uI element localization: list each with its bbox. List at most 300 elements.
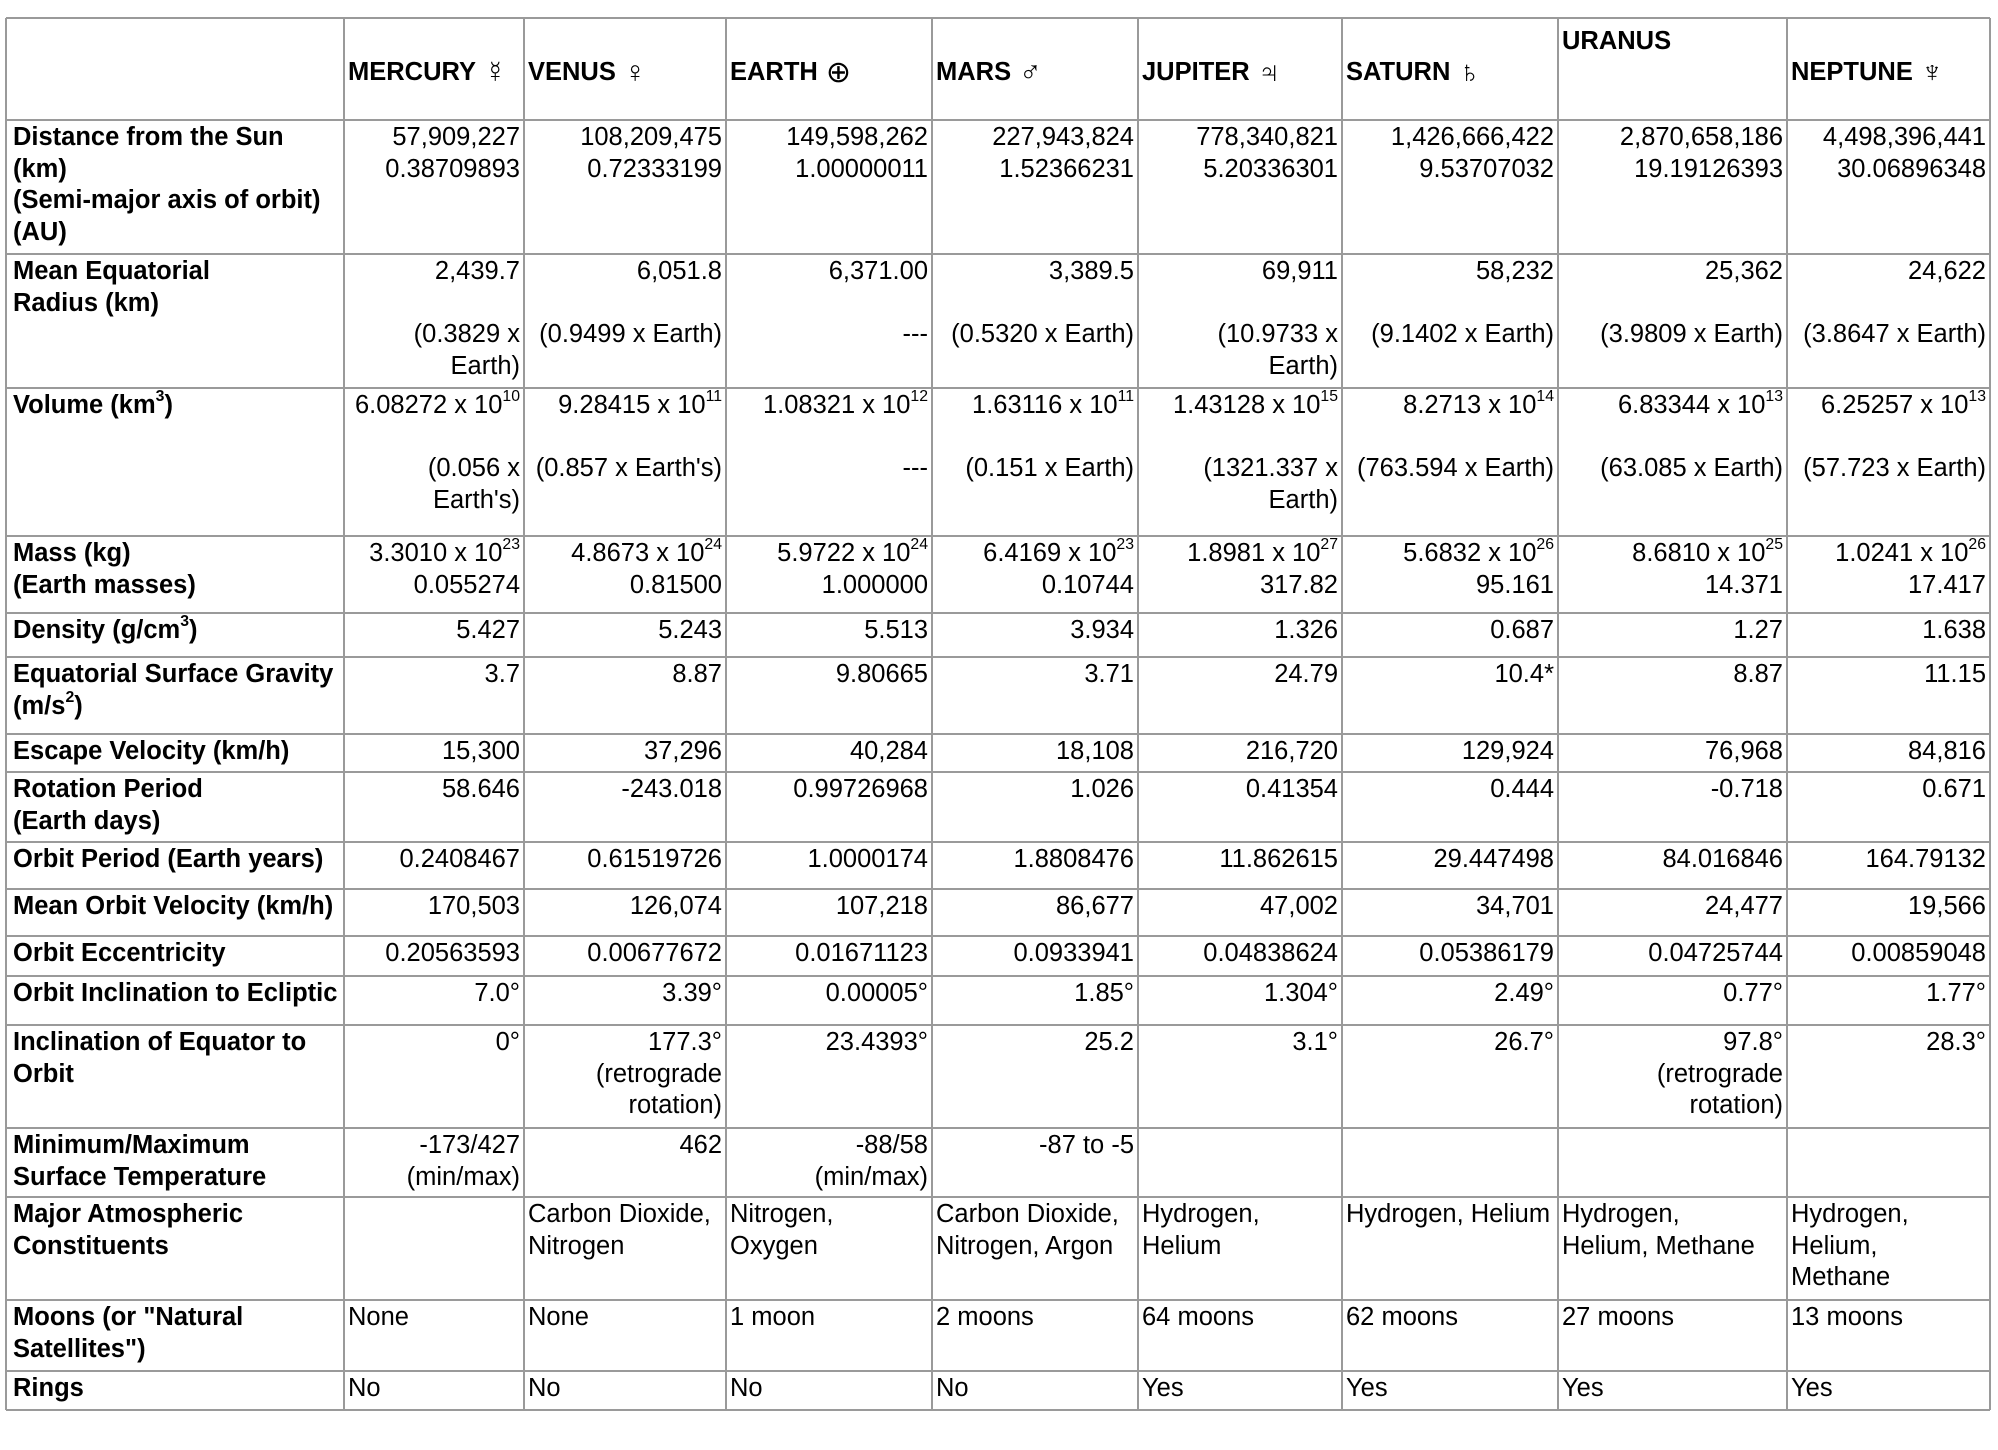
table-cell-mercury: [344, 388, 524, 536]
cell-value: 0.01671123: [795, 939, 928, 967]
table-cell-venus: [524, 976, 726, 1025]
table-cell-mercury: [344, 613, 524, 657]
table-cell-mars: [932, 1197, 1138, 1300]
cell-value: 3.3010 x $10^{23}$: [369, 536, 520, 567]
cell-value: 37,296: [644, 737, 722, 765]
cell-value: 6,371.00: [828, 257, 928, 285]
table-cell-venus: [524, 613, 726, 657]
cell-value: 6.4169 x $10^{23}$: [983, 536, 1134, 567]
cell-value: 0.81500: [629, 570, 722, 599]
cell-value: Carbon Dioxide,: [528, 1200, 711, 1228]
row-label-line: (Earth masses): [13, 570, 196, 599]
cell-value: 1.63116 x $10^{11}$: [972, 388, 1134, 419]
row-label: [6, 976, 344, 1025]
header-venus: [524, 18, 726, 120]
cell-value: -243.018: [621, 775, 722, 803]
cell-value: [1346, 422, 1554, 454]
table-cell-venus: [524, 1025, 726, 1128]
planet-name: URANUS: [1562, 27, 1672, 55]
table-cell-uranus: [1558, 613, 1787, 657]
cell-value: None: [348, 1303, 409, 1331]
row-label-line: (AU): [13, 217, 67, 246]
row-label-line: Mean Equatorial: [13, 257, 210, 285]
table-cell-uranus: [1558, 1025, 1787, 1128]
cell-value: Nitrogen, Argon: [936, 1231, 1114, 1260]
table-cell-uranus: [1558, 772, 1787, 842]
cell-value: 0.671: [1922, 775, 1986, 803]
cell-value: (3.9809 x Earth): [1600, 320, 1783, 348]
cell-value: 1.026: [1070, 775, 1134, 803]
planet-name: MERCURY: [348, 58, 476, 87]
cell-value: 3.71: [1084, 660, 1134, 688]
row-label-line: Orbit Period (Earth years): [13, 845, 324, 873]
header-uranus: [1558, 18, 1787, 120]
cell-value: 1 moon: [730, 1303, 816, 1331]
cell-value: Hydrogen, Helium: [1346, 1200, 1551, 1228]
cell-value: Nitrogen: [528, 1231, 625, 1260]
cell-value: 86,677: [1056, 892, 1134, 920]
row-label: [6, 613, 344, 657]
table-cell-mercury: [344, 1128, 524, 1197]
row-label-line: Constituents: [13, 1231, 169, 1260]
table-cell-mars: [932, 120, 1138, 254]
planet-symbol-icon: ⊕: [825, 56, 851, 90]
cell-value: 11.15: [1924, 660, 1986, 688]
cell-value: rotation): [1689, 1091, 1783, 1119]
row-label: [6, 1025, 344, 1128]
table-cell-mercury: [344, 254, 524, 388]
table-cell-mars: [932, 976, 1138, 1025]
table-cell-saturn: [1342, 1197, 1558, 1300]
cell-value: (763.594 x Earth): [1356, 454, 1554, 482]
cell-value: 3.39°: [662, 979, 722, 1007]
table-cell-uranus: [1558, 734, 1787, 772]
table-cell-saturn: [1342, 388, 1558, 536]
table-cell-jupiter: [1138, 1300, 1342, 1371]
cell-value: Hydrogen,: [1142, 1200, 1260, 1228]
cell-value: 10.4*: [1494, 660, 1554, 688]
cell-value: Nitrogen,: [730, 1200, 834, 1228]
table-cell-saturn: [1342, 1025, 1558, 1128]
table-cell-jupiter: [1138, 1128, 1342, 1197]
cell-value: 97.8°: [1723, 1028, 1783, 1056]
cell-value: -87 to -5: [1039, 1131, 1134, 1159]
row-label: [6, 1197, 344, 1300]
table-cell-venus: [524, 120, 726, 254]
cell-value: [936, 288, 1134, 320]
cell-value: -173/427: [419, 1131, 520, 1159]
cell-value: 84,816: [1908, 737, 1986, 765]
cell-value: 19.19126393: [1634, 154, 1783, 183]
cell-value: 1.27: [1733, 616, 1783, 644]
row-label-line: (Earth days): [13, 806, 161, 835]
cell-value: [348, 1199, 520, 1231]
cell-value: 1,426,666,422: [1390, 123, 1554, 151]
header-mercury: [344, 18, 524, 120]
table-cell-uranus: [1558, 536, 1787, 613]
table-cell-neptune: [1787, 1371, 1990, 1410]
cell-value: 27 moons: [1562, 1303, 1674, 1331]
cell-value: No: [528, 1374, 561, 1402]
cell-value: [1346, 1130, 1554, 1162]
cell-value: 11.862615: [1219, 845, 1338, 873]
table-cell-venus: [524, 772, 726, 842]
cell-value: 1.8981 x $10^{27}$: [1187, 536, 1338, 567]
table-cell-venus: [524, 936, 726, 976]
table-cell-neptune: [1787, 772, 1990, 842]
table-cell-venus: [524, 734, 726, 772]
cell-value: 5.20336301: [1203, 154, 1338, 183]
cell-value: (0.5320 x Earth): [951, 320, 1134, 348]
cell-value: [528, 288, 722, 320]
planet-name: MARS: [936, 58, 1012, 87]
cell-value: 26.7°: [1494, 1028, 1554, 1056]
row-label-line: Moons (or "Natural: [13, 1303, 244, 1331]
table-cell-earth: [726, 254, 932, 388]
table-cell-mars: [932, 1025, 1138, 1128]
table-cell-earth: [726, 1025, 932, 1128]
row-label-line: (Semi-major axis of orbit): [13, 186, 321, 214]
cell-value: [1562, 422, 1783, 454]
cell-value: 0.99726968: [793, 775, 928, 803]
cell-value: 3.7: [484, 660, 520, 688]
row-label: [6, 1300, 344, 1371]
table-cell-venus: [524, 1197, 726, 1300]
cell-value: 2 moons: [936, 1303, 1034, 1331]
row-label-line: Rotation Period: [13, 775, 203, 803]
cell-value: 25,362: [1705, 257, 1783, 285]
table-cell-mars: [932, 613, 1138, 657]
row-label-line: Rings: [13, 1374, 84, 1402]
row-label: [6, 936, 344, 976]
table-cell-earth: [726, 388, 932, 536]
table-cell-mercury: [344, 734, 524, 772]
row-label-line: Orbit Eccentricity: [13, 939, 226, 967]
header-saturn: [1342, 18, 1558, 120]
row-label-line: (km): [13, 154, 67, 183]
cell-value: Helium, Methane: [1562, 1231, 1755, 1260]
cell-value: 24,622: [1908, 257, 1986, 285]
cell-value: ---: [902, 454, 928, 482]
table-cell-saturn: [1342, 976, 1558, 1025]
row-label-line: Equatorial Surface Gravity: [13, 660, 334, 688]
superscript: 23: [1116, 536, 1134, 554]
cell-value: 9.80665: [835, 660, 928, 688]
table-cell-mercury: [344, 976, 524, 1025]
cell-value: 149,598,262: [786, 123, 928, 151]
cell-value: 14.371: [1705, 570, 1783, 599]
planet-symbol-icon: ♂: [1019, 56, 1042, 90]
cell-value: 0.00859048: [1851, 939, 1986, 967]
table-cell-neptune: [1787, 1025, 1990, 1128]
superscript: 25: [1765, 536, 1783, 554]
cell-value: 18,108: [1056, 737, 1134, 765]
table-cell-venus: [524, 388, 726, 536]
cell-value: (0.857 x Earth's): [535, 454, 722, 482]
superscript: 2: [65, 688, 75, 706]
row-label: [6, 1128, 344, 1197]
cell-value: 62 moons: [1346, 1303, 1458, 1331]
planet-symbol-icon: ☿: [483, 56, 507, 90]
table-cell-neptune: [1787, 1197, 1990, 1300]
row-label-line: Mean Orbit Velocity (km/h): [13, 892, 334, 920]
cell-value: 3,389.5: [1048, 257, 1134, 285]
table-cell-venus: [524, 1128, 726, 1197]
table-cell-uranus: [1558, 842, 1787, 889]
cell-value: (0.9499 x Earth): [539, 320, 722, 348]
table-cell-uranus: [1558, 936, 1787, 976]
row-label-line: Mass (kg): [13, 539, 131, 567]
cell-value: None: [528, 1303, 589, 1331]
table-cell-neptune: [1787, 1128, 1990, 1197]
planet-symbol-icon: ♄: [1458, 56, 1481, 90]
cell-value: [1791, 422, 1986, 454]
cell-value: 0.61519726: [587, 845, 722, 873]
cell-value: 227,943,824: [992, 123, 1134, 151]
cell-value: 1.85°: [1074, 979, 1134, 1007]
cell-value: [1562, 1130, 1783, 1162]
table-cell-jupiter: [1138, 976, 1342, 1025]
cell-value: (1321.337 x: [1203, 454, 1338, 482]
header-neptune: [1787, 18, 1990, 120]
table-cell-earth: [726, 1371, 932, 1410]
cell-value: (0.151 x Earth): [965, 454, 1134, 482]
planet-name: EARTH: [730, 58, 818, 87]
cell-value: Helium,: [1791, 1231, 1878, 1260]
cell-value: 5.6832 x $10^{26}$: [1403, 536, 1554, 567]
cell-value: 4,498,396,441: [1822, 123, 1986, 151]
table-cell-venus: [524, 657, 726, 734]
cell-value: 1.43128 x $10^{15}$: [1172, 388, 1338, 419]
table-cell-jupiter: [1138, 772, 1342, 842]
superscript: 11: [705, 388, 722, 406]
row-label-line: Volume $(km^3)$: [13, 388, 173, 419]
cell-value: Hydrogen,: [1562, 1200, 1680, 1228]
superscript: 24: [704, 536, 722, 554]
cell-value: 317.82: [1260, 570, 1338, 599]
table-cell-neptune: [1787, 976, 1990, 1025]
cell-value: 76,968: [1705, 737, 1783, 765]
table-cell-saturn: [1342, 120, 1558, 254]
table-cell-jupiter: [1138, 388, 1342, 536]
cell-value: (63.085 x Earth): [1600, 454, 1783, 482]
table-cell-uranus: [1558, 388, 1787, 536]
table-cell-venus: [524, 1371, 726, 1410]
table-cell-mars: [932, 536, 1138, 613]
cell-value: (57.723 x Earth): [1803, 454, 1986, 482]
table-cell-neptune: [1787, 388, 1990, 536]
cell-value: 0.77°: [1723, 979, 1783, 1007]
cell-value: Earth's): [432, 485, 520, 514]
superscript: 3: [180, 613, 190, 631]
cell-value: 5.513: [864, 616, 928, 644]
table-cell-earth: [726, 976, 932, 1025]
table-cell-neptune: [1787, 613, 1990, 657]
cell-value: [1791, 1130, 1986, 1162]
table-cell-saturn: [1342, 889, 1558, 936]
table-cell-uranus: [1558, 1371, 1787, 1410]
row-label-line: Minimum/Maximum: [13, 1131, 250, 1159]
cell-value: [348, 422, 520, 454]
table-cell-jupiter: [1138, 120, 1342, 254]
cell-value: -88/58: [855, 1131, 928, 1159]
row-label-line: Inclination of Equator to: [13, 1028, 307, 1056]
table-cell-earth: [726, 657, 932, 734]
superscript: 27: [1320, 536, 1338, 554]
table-cell-jupiter: [1138, 536, 1342, 613]
cell-value: 17.417: [1908, 570, 1986, 599]
cell-value: 1.8808476: [1013, 845, 1134, 873]
cell-value: (retrograde: [595, 1059, 722, 1088]
cell-value: Methane: [1791, 1263, 1891, 1291]
cell-value: 30.06896348: [1837, 154, 1986, 183]
table-cell-mercury: [344, 772, 524, 842]
table-cell-neptune: [1787, 657, 1990, 734]
table-cell-jupiter: [1138, 657, 1342, 734]
row-label-line: Satellites"): [13, 1334, 146, 1363]
cell-value: 164.79132: [1865, 845, 1986, 873]
table-cell-venus: [524, 842, 726, 889]
table-cell-earth: [726, 120, 932, 254]
table-cell-mars: [932, 657, 1138, 734]
cell-value: 5.9722 x $10^{24}$: [777, 536, 928, 567]
table-cell-saturn: [1342, 734, 1558, 772]
table-cell-saturn: [1342, 842, 1558, 889]
cell-value: 57,909,227: [392, 123, 520, 151]
row-label: [6, 120, 344, 254]
cell-value: 216,720: [1245, 737, 1338, 765]
cell-value: 8.2713 x $10^{14}$: [1403, 388, 1554, 419]
table-cell-jupiter: [1138, 842, 1342, 889]
cell-value: 2,870,658,186: [1619, 123, 1783, 151]
row-label: [6, 734, 344, 772]
cell-value: rotation): [628, 1091, 722, 1119]
cell-value: 0.04838624: [1203, 939, 1338, 967]
cell-value: 24,477: [1705, 892, 1783, 920]
cell-value: 34,701: [1476, 892, 1554, 920]
cell-value: 0.72333199: [587, 154, 722, 183]
table-cell-saturn: [1342, 1300, 1558, 1371]
cell-value: 9.53707032: [1419, 154, 1554, 183]
cell-value: 177.3°: [647, 1028, 722, 1056]
cell-value: 126,074: [629, 892, 722, 920]
table-cell-neptune: [1787, 120, 1990, 254]
table-cell-saturn: [1342, 772, 1558, 842]
row-label: [6, 254, 344, 388]
table-cell-saturn: [1342, 254, 1558, 388]
table-cell-jupiter: [1138, 613, 1342, 657]
table-cell-uranus: [1558, 1128, 1787, 1197]
cell-value: 1.000000: [821, 570, 928, 599]
cell-value: Earth): [1268, 351, 1338, 380]
row-label: [6, 772, 344, 842]
cell-value: 1.304°: [1263, 979, 1338, 1007]
cell-value: 29.447498: [1433, 845, 1554, 873]
cell-value: 0.055274: [413, 570, 520, 599]
table-cell-mercury: [344, 536, 524, 613]
superscript: 13: [1765, 388, 1783, 406]
cell-value: 7.0°: [474, 979, 520, 1007]
row-label-line: Orbit Inclination to Ecliptic: [13, 979, 338, 1007]
table-cell-jupiter: [1138, 1025, 1342, 1128]
cell-value: 5.243: [658, 616, 722, 644]
table-cell-earth: [726, 613, 932, 657]
planet-name: JUPITER: [1142, 58, 1250, 87]
cell-value: Yes: [1791, 1374, 1833, 1402]
cell-value: 1.326: [1274, 616, 1338, 644]
cell-value: 462: [679, 1131, 722, 1159]
table-cell-saturn: [1342, 936, 1558, 976]
planet-name: NEPTUNE: [1791, 58, 1913, 87]
cell-value: 129,924: [1461, 737, 1554, 765]
cell-value: (0.056 x: [427, 454, 520, 482]
cell-value: 3.1°: [1292, 1028, 1338, 1056]
cell-value: No: [348, 1374, 381, 1402]
table-cell-jupiter: [1138, 936, 1342, 976]
table-cell-uranus: [1558, 254, 1787, 388]
cell-value: 0.2408467: [399, 845, 520, 873]
table-cell-jupiter: [1138, 1371, 1342, 1410]
table-cell-mars: [932, 254, 1138, 388]
table-cell-neptune: [1787, 734, 1990, 772]
cell-value: 19,566: [1908, 892, 1986, 920]
cell-value: 28.3°: [1926, 1028, 1986, 1056]
table-cell-neptune: [1787, 936, 1990, 976]
cell-value: 64 moons: [1142, 1303, 1254, 1331]
cell-value: 0.687: [1490, 616, 1554, 644]
cell-value: (min/max): [406, 1162, 520, 1191]
row-label: [6, 388, 344, 536]
cell-value: 40,284: [850, 737, 928, 765]
table-cell-earth: [726, 536, 932, 613]
row-label-line: $(m/s^2)$: [13, 688, 83, 720]
cell-value: Earth): [1268, 485, 1338, 514]
cell-value: (9.1402 x Earth): [1371, 320, 1554, 348]
table-cell-jupiter: [1138, 734, 1342, 772]
superscript: 12: [910, 388, 928, 406]
table-cell-mercury: [344, 657, 524, 734]
cell-value: 0°: [495, 1028, 520, 1056]
row-label: [6, 842, 344, 889]
cell-value: 0.0933941: [1013, 939, 1134, 967]
table-cell-mercury: [344, 936, 524, 976]
table-cell-earth: [726, 889, 932, 936]
cell-value: 9.28415 x $10^{11}$: [558, 388, 722, 419]
planet-symbol-icon: ♆: [1920, 56, 1944, 90]
planet-name: VENUS: [528, 58, 616, 87]
superscript: 11: [1117, 388, 1134, 406]
cell-value: [730, 422, 928, 454]
header-earth: [726, 18, 932, 120]
cell-value: 8.87: [1733, 660, 1783, 688]
cell-value: ---: [902, 320, 928, 348]
table-cell-mars: [932, 1300, 1138, 1371]
cell-value: Yes: [1346, 1374, 1388, 1402]
row-label: [6, 657, 344, 734]
cell-value: [1142, 422, 1338, 454]
table-cell-mercury: [344, 1371, 524, 1410]
cell-value: 0.04725744: [1648, 939, 1783, 967]
cell-value: 1.00000011: [795, 154, 928, 183]
cell-value: 0.10744: [1041, 570, 1134, 599]
table-cell-mars: [932, 889, 1138, 936]
cell-value: 6.83344 x $10^{13}$: [1617, 388, 1783, 419]
table-cell-mars: [932, 734, 1138, 772]
table-cell-uranus: [1558, 657, 1787, 734]
cell-value: 23.4393°: [825, 1028, 928, 1056]
table-cell-saturn: [1342, 657, 1558, 734]
cell-value: 108,209,475: [580, 123, 722, 151]
